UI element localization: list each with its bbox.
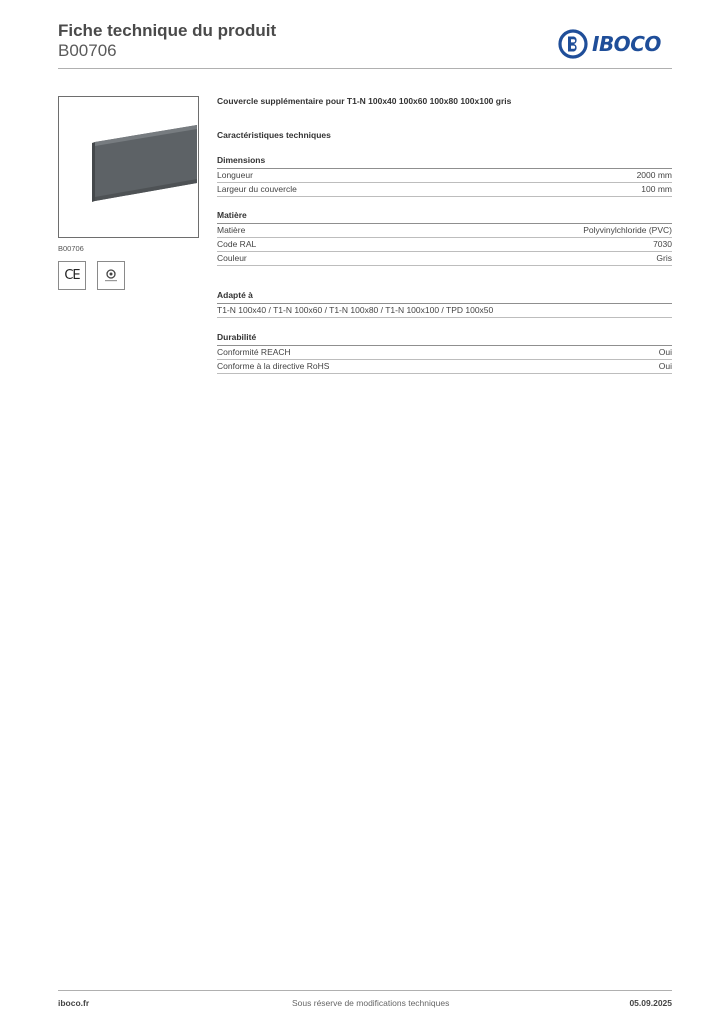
compatibility-list: T1-N 100x40 / T1-N 100x60 / T1-N 100x80 / T1-N 100x100 / TPD 100x50 xyxy=(217,305,494,315)
row-value: 2000 mm xyxy=(636,170,672,180)
table-row xyxy=(217,360,672,374)
row-label: Couleur xyxy=(217,253,247,263)
row-value: 100 mm xyxy=(641,184,672,194)
compatibility-section xyxy=(217,290,672,318)
row-label: Code RAL xyxy=(217,239,257,249)
row-value: Oui xyxy=(658,361,672,371)
row-label: Matière xyxy=(217,225,246,235)
table-row xyxy=(217,183,672,197)
iboco-logo-icon xyxy=(558,29,588,59)
certification-seal-icon xyxy=(97,261,125,290)
footer-website: iboco.fr xyxy=(58,998,90,1008)
row-value: Gris xyxy=(656,253,672,263)
table-row xyxy=(217,169,672,183)
product-code-heading: B00706 xyxy=(58,41,117,60)
material-section xyxy=(217,210,672,266)
section-title: Durabilité xyxy=(217,332,672,346)
page-title: Fiche technique du produit xyxy=(58,21,277,40)
header-divider xyxy=(58,68,672,69)
table-row xyxy=(217,238,672,252)
product-image xyxy=(58,96,199,238)
ce-mark-icon xyxy=(58,261,86,290)
cable-cover-panel-image xyxy=(59,97,198,237)
row-label: Conforme à la directive RoHS xyxy=(217,361,330,371)
row-label: Largeur du couvercle xyxy=(217,184,297,194)
row-value: Oui xyxy=(658,347,672,357)
row-value: 7030 xyxy=(653,239,672,249)
table-row xyxy=(217,346,672,360)
sustainability-section xyxy=(217,332,672,374)
ce-mark-label: CE xyxy=(64,268,80,283)
iboco-logo-text: IBOCO xyxy=(592,32,661,56)
product-details xyxy=(217,96,672,374)
table-row xyxy=(217,224,672,238)
image-caption: B00706 xyxy=(58,244,84,253)
footer-divider xyxy=(58,990,672,991)
section-title: Matière xyxy=(217,210,672,224)
footer-notice: Sous réserve de modifications techniques xyxy=(292,998,450,1008)
section-title: Adapté à xyxy=(217,290,672,304)
technical-characteristics-heading: Caractéristiques techniques xyxy=(217,130,331,140)
row-value: Polyvinylchloride (PVC) xyxy=(583,225,672,235)
footer-date: 05.09.2025 xyxy=(629,998,672,1008)
dimensions-section xyxy=(217,155,672,197)
row-label: Conformité REACH xyxy=(217,347,291,357)
section-title: Dimensions xyxy=(217,155,672,169)
product-title: Couvercle supplémentaire pour T1-N 100x40 100x60 100x80 100x100 gris xyxy=(217,96,512,106)
certification-seal-graphic xyxy=(101,266,121,286)
iboco-logo xyxy=(558,28,674,60)
table-row xyxy=(217,304,672,318)
table-row xyxy=(217,252,672,266)
row-label: Longueur xyxy=(217,170,253,180)
